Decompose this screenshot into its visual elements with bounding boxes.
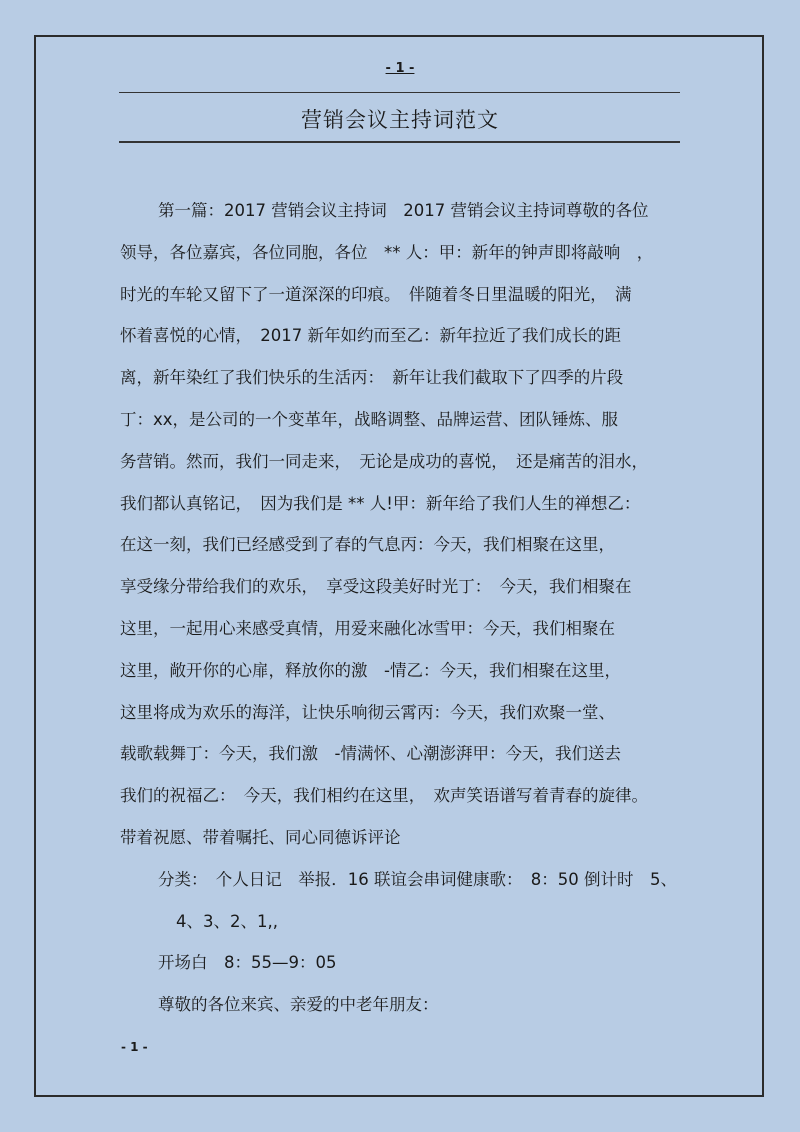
body-line: 离，新年染红了我们快乐的生活丙： 新年让我们截取下了四季的片段 <box>120 368 624 388</box>
title-rule <box>119 141 680 143</box>
header-page-number: - 1 - <box>385 61 415 76</box>
document-title: 营销会议主持词范文 <box>301 108 499 132</box>
body-line: 第一篇：2017 营销会议主持词 2017 营销会议主持词尊敬的各位 <box>158 201 649 220</box>
body-line: 这里将成为欢乐的海洋，让快乐响彻云霄丙：今天，我们欢聚一堂、 <box>120 702 615 722</box>
greeting-line: 尊敬的各位来宾、亲爱的中老年朋友： <box>158 995 439 1015</box>
body-line: 务营销。然而，我们一同走来， 无论是成功的喜悦， 还是痛苦的泪水， <box>120 451 648 471</box>
body-line: 时光的车轮又留下了一道深深的印痕。 伴随着冬日里温暖的阳光， 满 <box>120 284 632 304</box>
body-line: 领导，各位嘉宾，各位同胞，各位 ** 人：甲：新年的钟声即将敲响 ， <box>120 242 654 262</box>
category-line: 分类： 个人日记 举报．16 联谊会串词健康歌： 8：50 倒计时 5、 <box>158 869 677 889</box>
body-line: 这里，敞开你的心扉，释放你的激 -情乙：今天，我们相聚在这里， <box>120 660 621 680</box>
header-rule <box>119 92 680 93</box>
body-line: 享受缘分带给我们的欢乐， 享受这段美好时光丁： 今天，我们相聚在 <box>120 577 632 597</box>
body-line: 我们都认真铭记， 因为我们是 ** 人!甲：新年给了我们人生的禅想乙： <box>120 493 641 513</box>
footer-page-number: - 1 - <box>121 1040 148 1054</box>
body-line: 在这一刻，我们已经感受到了春的气息丙：今天，我们相聚在这里， <box>120 535 615 555</box>
opening-line: 开场白 8：55—9：05 <box>158 953 337 973</box>
body-line: 我们的祝福乙： 今天，我们相约在这里， 欢声笑语谱写着青春的旋律。 <box>120 786 648 806</box>
body-line: 带着祝愿、带着嘱托、同心同德诉评论 <box>120 827 401 847</box>
document-body <box>120 190 690 1026</box>
body-line: 怀着喜悦的心情， 2017 新年如约而至乙：新年拉近了我们成长的距 <box>120 326 621 346</box>
body-line: 丁：xx，是公司的一个变革年，战略调整、品牌运营、团队锤炼、服 <box>120 409 619 429</box>
body-line: 这里，一起用心来感受真情，用爱来融化冰雪甲：今天，我们相聚在 <box>120 618 615 638</box>
body-line: 载歌载舞丁：今天，我们激 -情满怀、心潮澎湃甲：今天，我们送去 <box>120 744 621 764</box>
countdown-line: 4、3、2、1,, <box>176 911 278 931</box>
